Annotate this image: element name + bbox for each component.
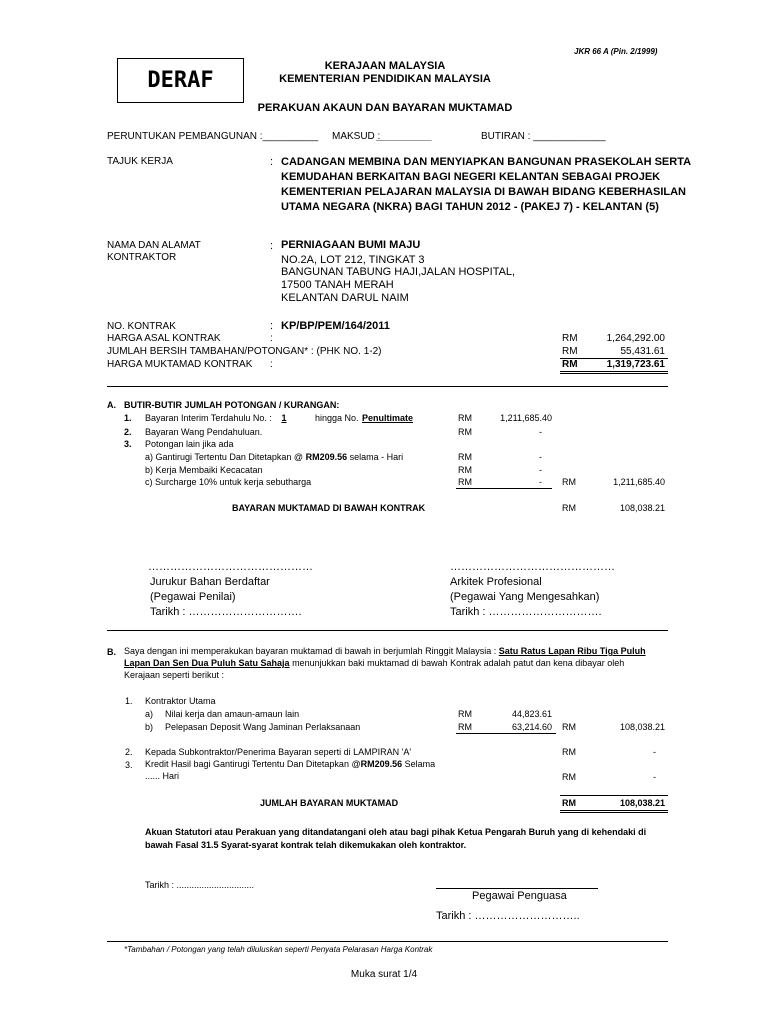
tarikh-right: Tarikh : ……………………….. bbox=[436, 910, 580, 922]
government-heading: KERAJAAN MALAYSIA bbox=[324, 60, 446, 72]
pegawai-signature-line bbox=[436, 888, 598, 889]
footnote: *Tambahan / Potongan yang telah diluluskan seperti Penyata Pelarasan Harga Kontrak bbox=[124, 945, 433, 954]
jumlah-tambahan-value: 55,431.61 bbox=[620, 346, 665, 357]
contractor-address-2: BANGUNAN TABUNG HAJI,JALAN HOSPITAL, bbox=[281, 266, 516, 278]
contractor-name: PERNIAGAAN BUMI MAJU bbox=[281, 239, 421, 251]
item-3a-label: a) Gantirugi Tertentu Dan Ditetapkan @ bbox=[145, 452, 304, 462]
kontraktor-label: Kontraktor Utama bbox=[145, 696, 216, 706]
item-1-to: Penultimate bbox=[362, 413, 414, 423]
amount-in-words-1: Satu Ratus Lapan Ribu Tiga Puluh bbox=[498, 646, 646, 656]
amount-in-words-2: Lapan Dan Sen Dua Puluh Satu Sahaja bbox=[124, 658, 290, 668]
tarikh-left: Tarikh : ............................... bbox=[145, 880, 255, 890]
architect-signature-line: ……………………………………… bbox=[450, 561, 615, 573]
tajuk-line-2: KEMUDAHAN BERKAITAN BAGI NEGERI KELANTAN SEBAGAI PROJEK bbox=[281, 171, 661, 183]
tajuk-line-3: KEMENTERIAN PELAJARAN MALAYSIA DI BAWAH BIDANG KEBERHASILAN bbox=[281, 186, 686, 198]
item-3c-value: - bbox=[539, 477, 542, 487]
item-2-number: 2. bbox=[124, 427, 132, 437]
item-3a-duration: selama - Hari bbox=[349, 452, 404, 462]
jumlah-tambahan-label: JUMLAH BERSIH TAMBAHAN/POTONGAN* : (PHK NO. 1-2) bbox=[107, 346, 382, 357]
jumlah-bayaran-currency: RM bbox=[562, 798, 576, 808]
akuan-line-2: bawah Fasal 31.5 Syarat-syarat kontrak telah dikemukakan oleh kontraktor. bbox=[145, 840, 467, 850]
item-3b-text: b) Kerja Membaiki Kecacatan bbox=[145, 465, 263, 475]
kontraktor-b-value: 63,214.60 bbox=[511, 722, 552, 732]
butiran-field: BUTIRAN : _____________ bbox=[481, 131, 606, 142]
architect-role: (Pegawai Yang Mengesahkan) bbox=[450, 591, 600, 603]
item-1-from: 1 bbox=[281, 413, 287, 423]
section-divider-b bbox=[107, 630, 668, 631]
grand-total-rule-1 bbox=[560, 810, 668, 811]
architect-date: Tarikh : …………………………. bbox=[450, 606, 602, 618]
harga-muktamad-value: 1,319,723.61 bbox=[606, 359, 665, 370]
kredit-days: ...... Hari bbox=[145, 771, 180, 781]
tajuk-line-4: UTAMA NEGARA (NKRA) BAGI TAHUN 2012 - (PAKEJ 7) - KELANTAN (5) bbox=[281, 201, 659, 213]
footer-rule bbox=[107, 941, 668, 942]
contractor-label-1: NAMA DAN ALAMAT bbox=[107, 240, 201, 251]
item-2-currency: RM bbox=[458, 427, 472, 437]
item-3a-amount: RM209.56 bbox=[305, 452, 348, 462]
item-3-text: Potongan lain jika ada bbox=[145, 439, 234, 449]
subkontraktor-value: - bbox=[653, 747, 656, 757]
kontraktor-b-text: Pelepasan Deposit Wang Jaminan Perlaksanaan bbox=[165, 722, 361, 732]
item-3b-currency: RM bbox=[458, 465, 472, 475]
item-1-text: Bayaran Interim Terdahulu No. : bbox=[145, 413, 272, 423]
subkontraktor-currency: RM bbox=[562, 747, 576, 757]
maksud-blank: __________ bbox=[376, 131, 432, 142]
kredit-currency: RM bbox=[562, 772, 576, 782]
kredit-number: 3. bbox=[125, 760, 133, 770]
kredit-text bbox=[145, 759, 435, 769]
no-kontrak-colon: : bbox=[270, 320, 274, 332]
akuan-line-1: Akuan Statutori atau Perakuan yang ditandatangani oleh atau bagi pihak Ketua Pengarah Buruh yang di kehendaki di bbox=[145, 827, 647, 837]
jumlah-tambahan-currency: RM bbox=[562, 346, 578, 357]
subkontraktor-text: Kepada Subkontraktor/Penerima Bayaran seperti di LAMPIRAN 'A' bbox=[145, 747, 412, 757]
section-b-intro: Saya dengan ini memperakukan bayaran muktamad di bawah in berjumlah Ringgit Malaysia : bbox=[124, 646, 497, 656]
tajuk-kerja-label: TAJUK KERJA bbox=[107, 156, 173, 167]
kredit-duration: Selama bbox=[404, 759, 436, 769]
section-a-letter: A. bbox=[107, 400, 116, 410]
kredit-amount: RM209.56 bbox=[360, 759, 403, 769]
kontraktor-a-number: a) bbox=[145, 709, 154, 719]
tajuk-line-1: CADANGAN MEMBINA DAN MENYIAPKAN BANGUNAN PRASEKOLAH SERTA bbox=[281, 156, 692, 168]
section-b-para-line-2 bbox=[124, 658, 624, 668]
item-1-value: 1,211,685.40 bbox=[500, 413, 552, 423]
item-3a-text bbox=[145, 452, 403, 462]
item-1-number: 1. bbox=[124, 413, 132, 423]
surveyor-title: Jurukur Bahan Berdaftar bbox=[150, 576, 270, 588]
jumlah-bayaran-label: JUMLAH BAYARAN MUKTAMAD bbox=[260, 798, 399, 808]
item-1-hingga: hingga No. bbox=[315, 413, 359, 423]
peruntukan-field: PERUNTUKAN PEMBANGUNAN :__________ bbox=[107, 131, 319, 142]
section-b-statement: menunjukkan baki muktamad di bawah Kontrak adalah patut dan kena dibayar oleh bbox=[292, 658, 625, 668]
item-3b-value: - bbox=[539, 465, 542, 475]
harga-muktamad-currency: RM bbox=[562, 359, 578, 370]
page-number: Muka surat 1/4 bbox=[350, 969, 418, 980]
kontraktor-a-text: Nilai kerja dan amaun-amaun lain bbox=[165, 709, 300, 719]
kontraktor-total-currency: RM bbox=[562, 722, 576, 732]
pegawai-penguasa-label: Pegawai Penguasa bbox=[472, 890, 567, 902]
deduction-rule bbox=[456, 488, 552, 489]
kontraktor-rule bbox=[456, 733, 556, 734]
contractor-address-4: KELANTAN DARUL NAIM bbox=[281, 292, 409, 304]
kredit-value: - bbox=[653, 772, 656, 782]
ministry-heading: KEMENTERIAN PENDIDIKAN MALAYSIA bbox=[279, 73, 491, 85]
item-3a-value: - bbox=[539, 452, 542, 462]
item-3a-currency: RM bbox=[458, 452, 472, 462]
no-kontrak-label: NO. KONTRAK bbox=[107, 321, 176, 332]
section-b-para-line-1 bbox=[124, 646, 646, 656]
item-2-value: - bbox=[539, 427, 542, 437]
section-b-para-line-3: Kerajaan seperti berikut : bbox=[124, 670, 225, 680]
harga-asal-colon: : bbox=[270, 333, 273, 344]
architect-title: Arkitek Profesional bbox=[450, 576, 542, 588]
surveyor-signature-line: ……………………………………… bbox=[148, 561, 313, 573]
item-3c-currency: RM bbox=[458, 477, 472, 487]
deduction-total-value: 1,211,685.40 bbox=[613, 477, 665, 487]
surveyor-date: Tarikh : …………………………. bbox=[150, 606, 302, 618]
contractor-address-3: 17500 TANAH MERAH bbox=[281, 279, 394, 291]
contractor-label-2: KONTRAKTOR bbox=[107, 252, 177, 263]
harga-asal-currency: RM bbox=[562, 333, 578, 344]
bayaran-muktamad-value: 108,038.21 bbox=[619, 503, 665, 513]
bayaran-muktamad-currency: RM bbox=[562, 503, 576, 513]
kontraktor-a-currency: RM bbox=[458, 709, 472, 719]
surveyor-role: (Pegawai Penilai) bbox=[150, 591, 236, 603]
kontraktor-number: 1. bbox=[125, 696, 133, 706]
section-divider bbox=[107, 386, 668, 387]
harga-muktamad-colon: : bbox=[270, 359, 273, 370]
section-a-title: BUTIR-BUTIR JUMLAH POTONGAN / KURANGAN: bbox=[124, 400, 340, 410]
maksud-label: MAKSUD : bbox=[332, 131, 381, 142]
harga-asal-value: 1,264,292.00 bbox=[606, 333, 665, 344]
subkontraktor-number: 2. bbox=[125, 747, 133, 757]
section-b-letter: B. bbox=[107, 647, 116, 657]
kontraktor-b-number: b) bbox=[145, 722, 154, 732]
no-kontrak-value: KP/BP/PEM/164/2011 bbox=[281, 320, 390, 332]
deduction-total-currency: RM bbox=[562, 477, 576, 487]
harga-muktamad-label: HARGA MUKTAMAD KONTRAK bbox=[107, 359, 253, 370]
contractor-address-1: NO.2A, LOT 212, TINGKAT 3 bbox=[281, 254, 425, 266]
item-3-number: 3. bbox=[124, 439, 132, 449]
tajuk-colon: : bbox=[270, 156, 274, 168]
item-3c-text: c) Surcharge 10% untuk kerja sebutharga bbox=[145, 477, 312, 487]
document-title: PERAKUAN AKAUN DAN BAYARAN MUKTAMAD bbox=[257, 102, 513, 114]
bayaran-muktamad-label: BAYARAN MUKTAMAD DI BAWAH KONTRAK bbox=[232, 503, 426, 513]
kontraktor-b-currency: RM bbox=[458, 722, 472, 732]
grand-total-rule-2 bbox=[560, 812, 668, 813]
total-rule-2 bbox=[560, 373, 668, 374]
contractor-colon: : bbox=[270, 240, 274, 252]
harga-asal-label: HARGA ASAL KONTRAK bbox=[107, 333, 221, 344]
kontraktor-a-value: 44,823.61 bbox=[511, 709, 552, 719]
draft-stamp: DERAF bbox=[117, 58, 244, 103]
form-code: JKR 66 A (Pin. 2/1999) bbox=[574, 47, 658, 56]
kontraktor-total-value: 108,038.21 bbox=[619, 722, 665, 732]
jumlah-bayaran-value: 108,038.21 bbox=[619, 798, 665, 808]
kredit-label: Kredit Hasil bagi Gantirugi Tertentu Dan Ditetapkan @ bbox=[145, 759, 361, 769]
item-1-currency: RM bbox=[458, 413, 472, 423]
total-rule-1 bbox=[560, 371, 668, 372]
grand-total-top-rule bbox=[560, 795, 668, 796]
item-2-text: Bayaran Wang Pendahuluan. bbox=[145, 427, 263, 437]
